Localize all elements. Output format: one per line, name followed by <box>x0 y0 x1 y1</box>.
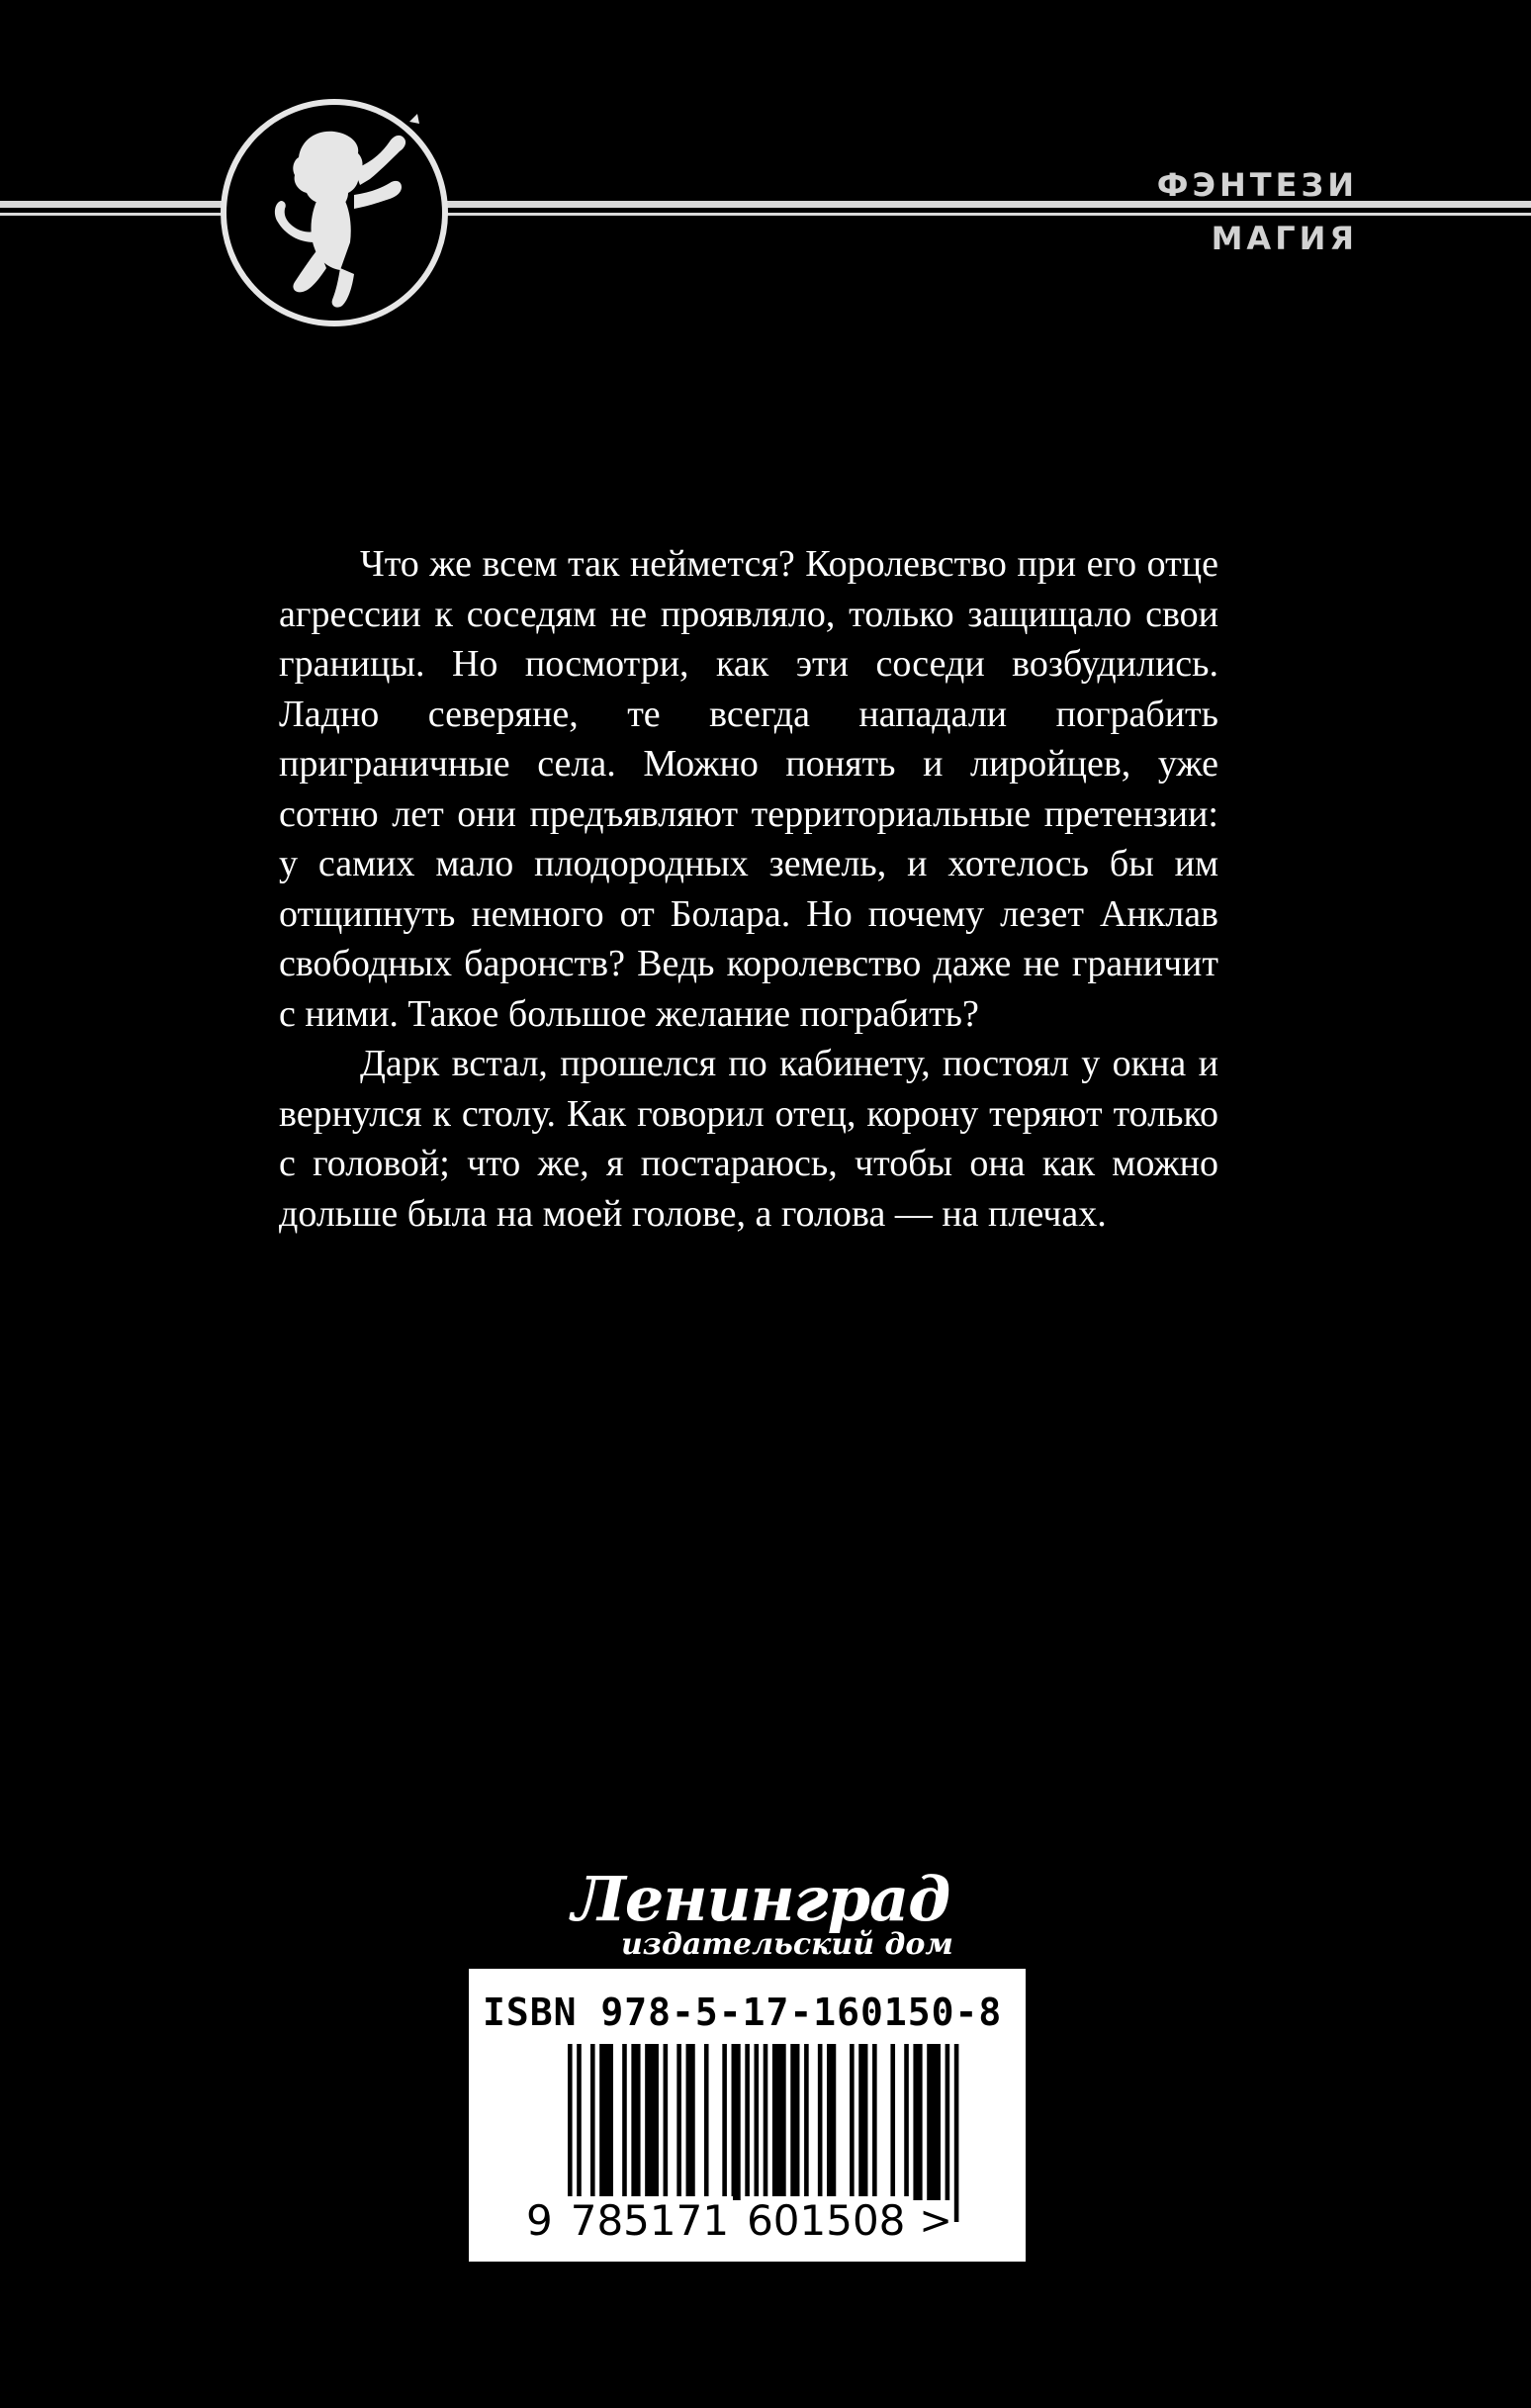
barcode-bar <box>722 2044 727 2200</box>
barcode-right-group: 601508 <box>743 2196 909 2246</box>
barcode-bar <box>755 2044 760 2222</box>
barcode-bar <box>827 2044 836 2200</box>
barcode-bar <box>577 2044 582 2222</box>
blurb-paragraph-1: Что же всем так неймется? Королевство при его отце агрессии к соседям не проявляло, только защищало свои границы. Но посмотри, как эти соседи возбудились. Ладно северяне, те всегда нападали пограбить приграничные села. Можно понять и лиройцев, уже сотню лет они предъявляют территориальные претензии: у самих мало плодородных земель, и хотелось бы им отщипнуть немного от Болара. Но почему лезет Анклав свободных баронств? Ведь королевство даже не граничит с ними. Такое большое желание пограбить? <box>279 543 1218 1035</box>
barcode-bar <box>645 2044 659 2200</box>
barcode-bar <box>890 2044 895 2200</box>
barcode-bar <box>790 2044 799 2200</box>
barcode-bar <box>946 2044 950 2200</box>
barcode-bar <box>772 2044 786 2200</box>
barcode-bar <box>686 2044 695 2200</box>
barcode-bar <box>732 2044 741 2200</box>
barcode-bar <box>676 2044 681 2200</box>
barcode-bar <box>804 2044 809 2200</box>
barcode-bar <box>622 2044 627 2200</box>
barcode-bar <box>664 2044 669 2200</box>
barcode-quiet-zone-mark: > <box>919 2198 952 2244</box>
barcode-bar <box>599 2044 613 2200</box>
barcode-bar <box>850 2044 855 2200</box>
barcode-bar <box>590 2044 595 2200</box>
barcode-bar <box>631 2044 640 2200</box>
genre-label-magic: МАГИЯ <box>1211 220 1358 257</box>
publisher-name: Ленинград <box>572 1863 950 1935</box>
barcode-bar <box>818 2044 823 2200</box>
barcode-bar <box>913 2044 922 2200</box>
barcode-bar <box>704 2044 709 2200</box>
blurb-text <box>279 539 1218 1239</box>
isbn-barcode-box <box>469 1969 1026 2262</box>
publisher-logo <box>564 1860 959 1969</box>
lion-rampant-icon <box>216 94 453 331</box>
barcode-bar <box>745 2044 750 2200</box>
barcode-bar <box>954 2044 959 2222</box>
barcode-bars <box>568 2044 963 2222</box>
barcode-bar <box>872 2044 877 2200</box>
genre-label-fantasy: ФЭНТЕЗИ <box>1156 166 1358 204</box>
barcode-bar <box>764 2044 768 2222</box>
publisher-subtitle: издательский дом <box>621 1927 953 1962</box>
isbn-label: ISBN 978-5-17-160150-8 <box>483 1991 1003 2034</box>
barcode-bar <box>568 2044 573 2222</box>
barcode-first-digit: 9 <box>526 2196 553 2245</box>
blurb-paragraph-2: Дарк встал, прошелся по кабинету, постоял у окна и вернулся к столу. Как говорил отец, корону теряют только с головой; что же, я постараюсь, чтобы она как можно дольше была на моей голове, а голова — на плечах. <box>279 1043 1218 1235</box>
barcode-bar <box>858 2044 867 2200</box>
barcode-digits <box>526 2196 952 2246</box>
barcode-bar <box>927 2044 941 2200</box>
barcode-left-group: 785171 <box>567 2196 733 2246</box>
barcode-bar <box>904 2044 909 2200</box>
